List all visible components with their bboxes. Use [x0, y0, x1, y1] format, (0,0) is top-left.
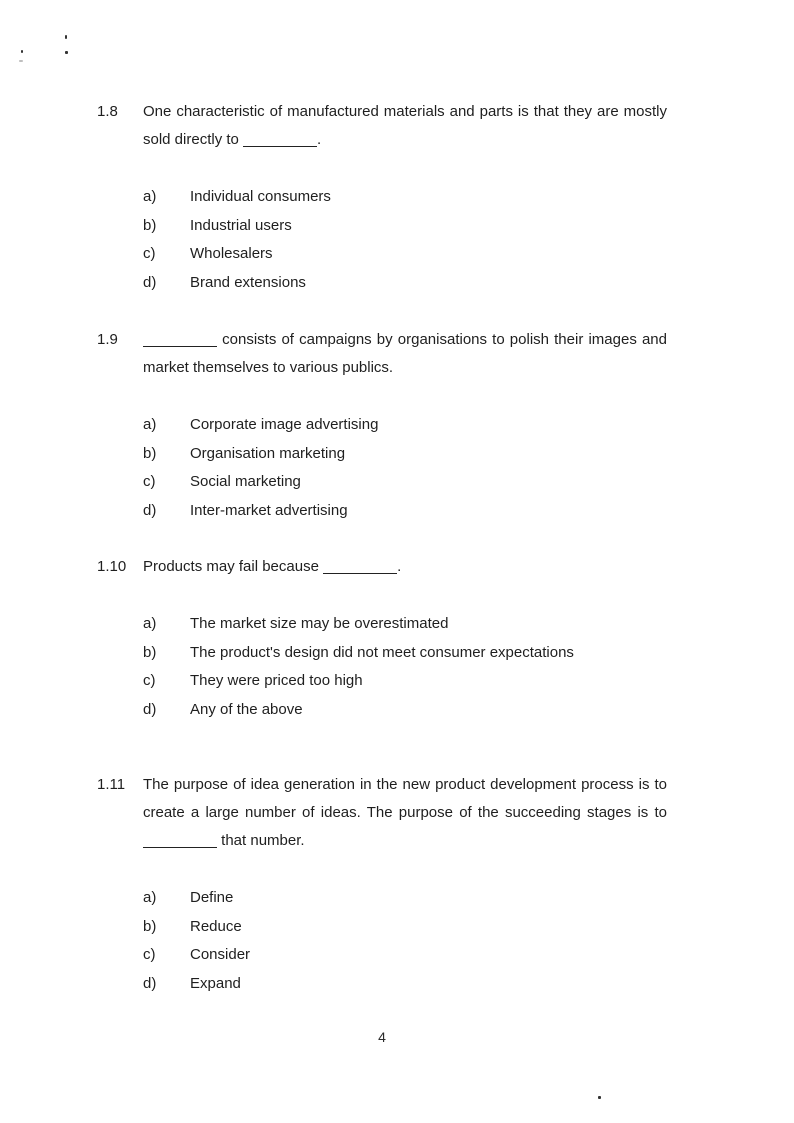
option-d	[143, 497, 667, 526]
option-text: Any of the above	[190, 700, 303, 718]
question-1-10	[97, 553, 667, 724]
fill-in-blank	[323, 561, 397, 574]
option-letter: b)	[143, 643, 157, 661]
option-text: They were priced too high	[190, 672, 363, 689]
option-letter: d)	[143, 273, 157, 291]
page-number: 4	[378, 1029, 386, 1045]
option-b	[143, 440, 667, 469]
question-number: 1.10	[97, 558, 127, 575]
scan-artifact-dot	[21, 50, 23, 53]
scan-artifact-dot	[19, 60, 23, 62]
question-1-11	[97, 771, 667, 998]
option-letter: c)	[143, 946, 156, 963]
question-text-pre: One characteristic of manufactured materials and parts is that they are mostly sold directly to	[143, 103, 667, 148]
option-letter: d)	[143, 700, 157, 718]
option-b	[143, 639, 667, 668]
option-text: Individual consumers	[190, 188, 331, 205]
option-c	[143, 667, 667, 696]
question-1-9	[97, 326, 667, 525]
fill-in-blank	[143, 334, 217, 347]
question-number: 1.9	[97, 331, 118, 348]
option-letter: c)	[143, 245, 156, 262]
options-list	[143, 411, 667, 525]
option-letter: a)	[143, 188, 157, 205]
scan-artifact-dot	[598, 1096, 601, 1099]
option-text: Industrial users	[190, 216, 292, 234]
option-text: Expand	[190, 974, 241, 992]
options-list	[143, 884, 667, 998]
fill-in-blank	[243, 134, 317, 147]
option-d	[143, 970, 667, 999]
question-body	[143, 553, 667, 724]
option-letter: c)	[143, 672, 156, 689]
option-letter: d)	[143, 501, 157, 519]
option-text: Consider	[190, 946, 251, 963]
option-letter: a)	[143, 615, 157, 632]
option-text: Social marketing	[190, 473, 301, 490]
option-b	[143, 212, 667, 241]
scan-artifact-dot	[65, 35, 67, 39]
option-text: Brand extensions	[190, 273, 306, 291]
option-letter: a)	[143, 416, 157, 433]
question-body	[143, 771, 667, 998]
option-c	[143, 240, 667, 269]
options-list	[143, 610, 667, 724]
option-letter: a)	[143, 889, 157, 906]
question-text-post: .	[317, 131, 322, 148]
option-c	[143, 941, 667, 970]
option-text: Reduce	[190, 917, 242, 935]
option-text: The product's design did not meet consumer expectations	[190, 643, 574, 661]
option-a	[143, 884, 667, 913]
option-text: Organisation marketing	[190, 444, 346, 462]
question-text	[143, 553, 667, 581]
question-body	[143, 326, 667, 525]
question-text-post: that number.	[217, 832, 305, 849]
option-text: The market size may be overestimated	[190, 615, 449, 632]
question-text	[143, 771, 667, 855]
option-letter: d)	[143, 974, 157, 992]
option-d	[143, 269, 667, 298]
question-number: 1.11	[97, 776, 126, 793]
question-1-8	[97, 98, 667, 297]
option-b	[143, 913, 667, 942]
option-a	[143, 610, 667, 639]
option-d	[143, 696, 667, 725]
fill-in-blank	[143, 835, 217, 848]
question-text	[143, 98, 667, 154]
question-text	[143, 326, 667, 382]
option-letter: b)	[143, 216, 157, 234]
document-content	[97, 98, 667, 1051]
option-c	[143, 468, 667, 497]
option-letter: b)	[143, 444, 157, 462]
option-text: Corporate image advertising	[190, 416, 379, 433]
question-text-pre: Products may fail because	[143, 558, 324, 575]
question-text-post: .	[397, 558, 402, 575]
question-number: 1.8	[97, 103, 118, 120]
option-letter: b)	[143, 917, 157, 935]
option-text: Inter-market advertising	[190, 501, 348, 519]
question-body	[143, 98, 667, 297]
question-text-post: consists of campaigns by organisations to polish their images and market themselves to various publics.	[143, 331, 667, 376]
scan-artifact-dot	[65, 51, 68, 54]
options-list	[143, 183, 667, 297]
option-letter: c)	[143, 473, 156, 490]
option-a	[143, 183, 667, 212]
option-text: Wholesalers	[190, 245, 273, 262]
option-a	[143, 411, 667, 440]
question-text-pre: The purpose of idea generation in the new product development process is to create a large number of ideas. The purpose of the succeeding stages is to	[143, 776, 667, 821]
option-text: Define	[190, 889, 234, 906]
